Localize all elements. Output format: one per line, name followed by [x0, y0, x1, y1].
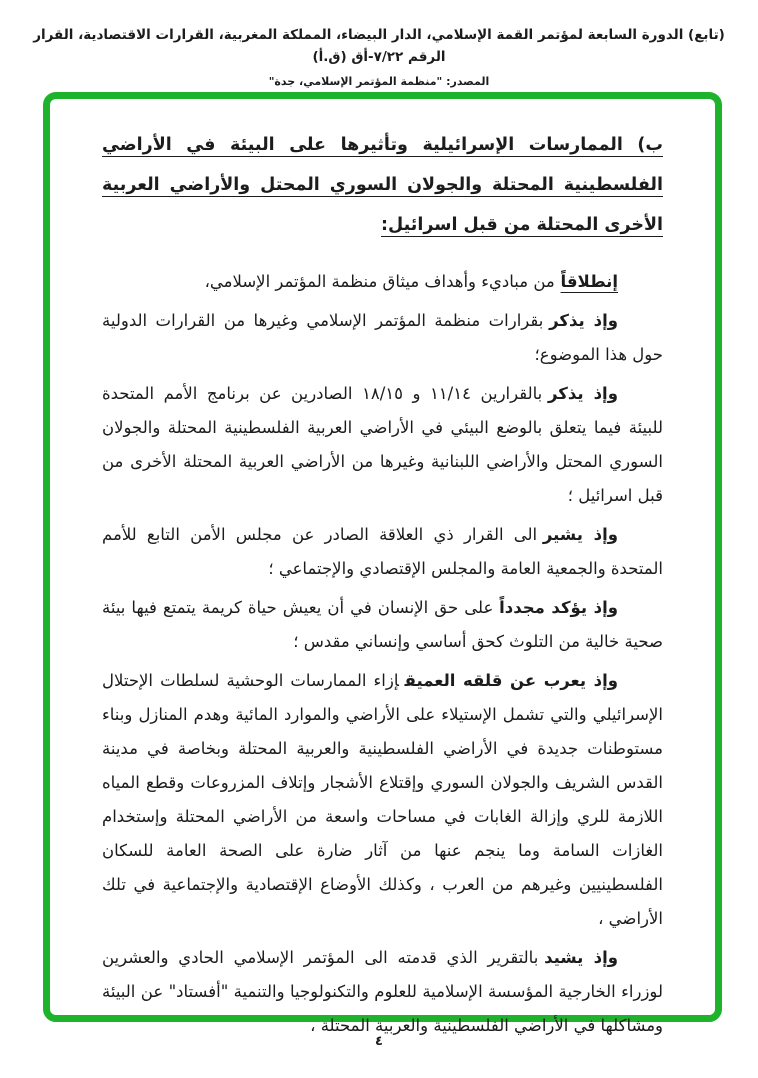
preamble-paragraph: [102, 664, 663, 936]
preamble-paragraph: [102, 304, 663, 372]
green-border-frame: [43, 92, 722, 1035]
paragraph-lead: وإذ يؤكد مجدداً: [499, 598, 618, 617]
paragraph-text: من مباديء وأهداف ميثاق منظمة المؤتمر الإسلامي،: [204, 272, 555, 291]
preamble-paragraph: [102, 265, 663, 299]
paragraph-lead: إنطلاقاً: [560, 272, 618, 291]
preamble-paragraph: [102, 518, 663, 586]
paragraph-lead: وإذ يذكر: [548, 384, 618, 403]
paragraph-text: بالتقرير الذي قدمته الى المؤتمر الإسلامي الحادي والعشرين لوزراء الخارجية المؤسسة الإسلامية للعلوم والتكنولوجيا والتنمية "أفستاد" عن البيئة ومشاكلها في الأراضي الفلسطينية والعربية المحتلة ،: [102, 948, 663, 1035]
paragraph-text: بقرارات منظمة المؤتمر الإسلامي وغيرها من القرارات الدولية حول هذا الموضوع؛: [102, 311, 663, 364]
paragraph-lead: وإذ يعرب عن قلقه العميق: [404, 671, 618, 690]
header-citation: (تابع) الدورة السابعة لمؤتمر القمة الإسلامي، الدار البيضاء، المملكة المغربية، القرارات الاقتصادية، القرار الرقم ٧/٢٢-أق (ق.أ): [33, 27, 725, 65]
paragraph-text: الى القرار ذي العلاقة الصادر عن مجلس الأمن التابع للأمم المتحدة والجمعية العامة والمجلس الإقتصادي والإجتماعي ؛: [102, 525, 663, 578]
section-heading: ب) الممارسات الإسرائيلية وتأثيرها على البيئة في الأراضي الفلسطينية المحتلة والجولان السوري المحتل والأراضي العربية الأخرى المحتلة من قبل اسرائيل:: [102, 135, 663, 235]
paragraph-lead: وإذ يشيد: [544, 948, 618, 967]
paragraph-lead: وإذ يشير: [542, 525, 619, 544]
paragraph-lead: وإذ يذكر: [549, 311, 618, 330]
header-source-note: المصدر: "منظمة المؤتمر الإسلامي، جدة": [268, 75, 490, 88]
paragraph-text: على حق الإنسان في أن يعيش حياة كريمة يتمتع فيها بيئة صحية خالية من التلوث كحق أساسي وإنساني مقدس ؛: [102, 598, 663, 651]
page-header: [0, 0, 758, 92]
page-number: ٤: [375, 1034, 383, 1049]
paragraph-text: إزاء الممارسات الوحشية لسلطات الإحتلال الإسرائيلي والتي تشمل الإستيلاء على الأراضي والموارد المائية وهدم المنازل وبناء مستوطنات جديدة في الأراضي الفلسطينية والعربية المحتلة وبخاصة في مدينة القدس الشريف والجولان السوري وإقتلاع الأشجار وإتلاف المزروعات وقطع المياه اللازمة للري وإزالة الغابات في مساحات واسعة من الأراضي المحتلة وإستخدام الغازات السامة وما ينجم عنها من آثار ضارة على الصحة العامة للسكان الفلسطينيين وغيرهم من العرب ، وكذلك الأوضاع الإقتصادية والإجتماعية في تلك الأراضي ،: [102, 671, 663, 928]
paragraph-text: بالقرارين ١١/١٤ و ١٨/١٥ الصادرين عن برنامج الأمم المتحدة للبيئة فيما يتعلق بالوضع البيئي في الأراضي العربية الفلسطينية المحتلة والجولان السوري المحتل والأراضي اللبنانية وغيرها من الأراضي العربية المحتلة الأخرى من قبل اسرائيل ؛: [102, 384, 663, 505]
preamble-paragraph: [102, 941, 663, 1043]
document-body: [50, 99, 715, 1035]
preamble-paragraph: [102, 377, 663, 513]
preamble-paragraph: [102, 591, 663, 659]
